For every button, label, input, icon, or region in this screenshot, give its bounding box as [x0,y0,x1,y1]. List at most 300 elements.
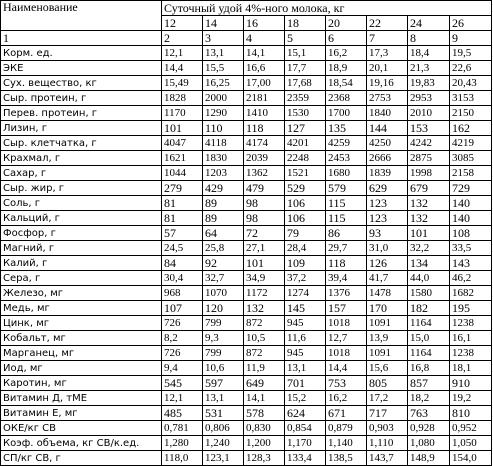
value-cell: 41,7 [367,271,408,286]
value-cell: 1164 [408,316,450,331]
header-row-group [1,1,492,16]
value-cell: 910 [450,376,492,391]
value-cell: 1203 [203,166,244,181]
value-cell: 1,050 [450,436,492,451]
value-cell: 799 [203,316,244,331]
value-cell: 0,781 [162,421,203,436]
value-cell: 118 [326,256,367,271]
table-row [1,391,492,406]
value-cell: 578 [244,406,285,421]
value-cell: 115 [326,196,367,211]
value-cell: 15,1 [285,46,326,61]
value-cell: 34,9 [244,271,285,286]
value-cell: 108 [450,226,492,241]
header-group-cell: Суточный удой 4%-ного молока, кг [162,1,492,16]
table-row [1,421,492,436]
value-cell: 579 [326,181,367,196]
value-cell: 2010 [408,106,450,121]
table-row [1,196,492,211]
value-cell: 0,830 [244,421,285,436]
row-name-cell: ЭКЕ [1,61,162,76]
value-cell: 799 [203,346,244,361]
value-cell: 9,4 [162,361,203,376]
value-cell: 110 [203,121,244,136]
table-row [1,121,492,136]
header-yield-cell: 16 [244,16,285,31]
value-cell: 753 [326,376,367,391]
header-index-cell: 7 [367,31,408,46]
value-cell: 2953 [408,91,450,106]
table-row [1,76,492,91]
value-cell: 2666 [367,151,408,166]
value-cell: 726 [162,346,203,361]
value-cell: 157 [326,301,367,316]
value-cell: 25,8 [203,241,244,256]
value-cell: 19,16 [367,76,408,91]
header-name-cell: Наименование [1,1,162,31]
value-cell: 0,903 [367,421,408,436]
value-cell: 17,7 [285,61,326,76]
value-cell: 15,0 [408,331,450,346]
value-cell: 1,080 [408,436,450,451]
value-cell: 1,170 [285,436,326,451]
value-cell: 1839 [367,166,408,181]
table-row [1,211,492,226]
header-yield-cell: 20 [326,16,367,31]
value-cell: 107 [162,301,203,316]
value-cell: 1164 [408,346,450,361]
row-name-cell: Цинк, мг [1,316,162,331]
value-cell: 22,6 [450,61,492,76]
header-yield-cell: 18 [285,16,326,31]
table-row [1,271,492,286]
header-yield-cell: 12 [162,16,203,31]
value-cell: 29,7 [326,241,367,256]
table-row [1,301,492,316]
value-cell: 128,3 [244,451,285,466]
value-cell: 162 [450,121,492,136]
value-cell: 132 [244,301,285,316]
value-cell: 4259 [326,136,367,151]
value-cell: 18,1 [450,361,492,376]
value-cell: 2753 [367,91,408,106]
value-cell: 154,0 [450,451,492,466]
value-cell: 4118 [203,136,244,151]
value-cell: 16,2 [326,391,367,406]
row-name-cell: Железо, мг [1,286,162,301]
value-cell: 132 [408,196,450,211]
value-cell: 1530 [285,106,326,121]
value-cell: 729 [450,181,492,196]
header-row-index [1,31,492,46]
header-index-cell: 6 [326,31,367,46]
value-cell: 17,2 [367,391,408,406]
row-name-cell: Сахар, г [1,166,162,181]
value-cell: 123 [367,211,408,226]
value-cell: 279 [162,181,203,196]
value-cell: 16,8 [408,361,450,376]
value-cell: 2039 [244,151,285,166]
value-cell: 14,1 [244,391,285,406]
value-cell: 20,43 [450,76,492,91]
value-cell: 763 [408,406,450,421]
value-cell: 109 [285,256,326,271]
value-cell: 0,928 [408,421,450,436]
value-cell: 30,4 [162,271,203,286]
value-cell: 1044 [162,166,203,181]
value-cell: 10,5 [244,331,285,346]
value-cell: 1998 [408,166,450,181]
value-cell: 127 [285,121,326,136]
header-index-cell: 9 [450,31,492,46]
value-cell: 140 [450,196,492,211]
value-cell: 629 [367,181,408,196]
value-cell: 17,00 [244,76,285,91]
row-name-cell: Иод, мг [1,361,162,376]
value-cell: 148,9 [408,451,450,466]
value-cell: 2453 [326,151,367,166]
value-cell: 624 [285,406,326,421]
value-cell: 16,2 [326,46,367,61]
value-cell: 182 [408,301,450,316]
row-name-cell: Сыр. жир, г [1,181,162,196]
value-cell: 170 [367,301,408,316]
row-name-cell: Калий, г [1,256,162,271]
value-cell: 57 [162,226,203,241]
value-cell: 18,2 [408,391,450,406]
value-cell: 10,6 [203,361,244,376]
value-cell: 79 [285,226,326,241]
value-cell: 717 [367,406,408,421]
value-cell: 15,5 [203,61,244,76]
value-cell: 135 [326,121,367,136]
value-cell: 33,5 [450,241,492,256]
value-cell: 11,9 [244,361,285,376]
value-cell: 545 [162,376,203,391]
value-cell: 1376 [326,286,367,301]
value-cell: 2875 [408,151,450,166]
row-name-cell: Крахмал, г [1,151,162,166]
value-cell: 153 [408,121,450,136]
row-name-cell: Соль, г [1,196,162,211]
table-row [1,106,492,121]
value-cell: 98 [244,196,285,211]
header-index-cell: 5 [285,31,326,46]
value-cell: 0,806 [203,421,244,436]
value-cell: 32,7 [203,271,244,286]
value-cell: 17,68 [285,76,326,91]
value-cell: 805 [367,376,408,391]
value-cell: 84 [162,256,203,271]
value-cell: 1170 [162,106,203,121]
value-cell: 13,1 [203,46,244,61]
table-row [1,91,492,106]
value-cell: 11,6 [285,331,326,346]
row-name-cell: СП/кг СВ, г [1,451,162,466]
table-row [1,406,492,421]
value-cell: 18,4 [408,46,450,61]
value-cell: 2150 [450,106,492,121]
row-name-cell: Корм. ед. [1,46,162,61]
value-cell: 2158 [450,166,492,181]
table-row [1,256,492,271]
value-cell: 2000 [203,91,244,106]
value-cell: 101 [244,256,285,271]
value-cell: 1290 [203,106,244,121]
value-cell: 857 [408,376,450,391]
value-cell: 14,4 [326,361,367,376]
value-cell: 4174 [244,136,285,151]
value-cell: 18,9 [326,61,367,76]
table-row [1,316,492,331]
value-cell: 1478 [367,286,408,301]
value-cell: 101 [162,121,203,136]
value-cell: 89 [203,196,244,211]
value-cell: 14,1 [244,46,285,61]
row-name-cell: Кальций, г [1,211,162,226]
value-cell: 1018 [326,346,367,361]
value-cell: 143 [450,256,492,271]
value-cell: 1410 [244,106,285,121]
value-cell: 15,2 [285,391,326,406]
table-row [1,436,492,451]
table-row [1,166,492,181]
value-cell: 0,952 [450,421,492,436]
value-cell: 115 [326,211,367,226]
row-name-cell: Кобальт, мг [1,331,162,346]
table-row [1,226,492,241]
value-cell: 28,4 [285,241,326,256]
value-cell: 2368 [326,91,367,106]
value-cell: 0,854 [285,421,326,436]
value-cell: 679 [408,181,450,196]
value-cell: 20,1 [367,61,408,76]
header-index-cell: 8 [408,31,450,46]
row-name-cell: Сух. вещество, кг [1,76,162,91]
value-cell: 9,3 [203,331,244,346]
header-index-cell: 3 [203,31,244,46]
value-cell: 72 [244,226,285,241]
value-cell: 1521 [285,166,326,181]
table-row [1,151,492,166]
row-name-cell: Коэф. объема, кг СВ/к.ед. [1,436,162,451]
value-cell: 17,3 [367,46,408,61]
value-cell: 701 [285,376,326,391]
value-cell: 44,0 [408,271,450,286]
value-cell: 4201 [285,136,326,151]
value-cell: 4047 [162,136,203,151]
value-cell: 81 [162,211,203,226]
value-cell: 1,140 [326,436,367,451]
value-cell: 531 [203,406,244,421]
value-cell: 15,6 [367,361,408,376]
value-cell: 945 [285,346,326,361]
value-cell: 1700 [326,106,367,121]
value-cell: 4250 [367,136,408,151]
value-cell: 126 [367,256,408,271]
value-cell: 1,110 [367,436,408,451]
row-name-cell: Витамин Д, тМЕ [1,391,162,406]
value-cell: 32,2 [408,241,450,256]
header-index-cell: 4 [244,31,285,46]
value-cell: 429 [203,181,244,196]
value-cell: 106 [285,196,326,211]
value-cell: 138,5 [326,451,367,466]
header-yield-cell: 14 [203,16,244,31]
value-cell: 24,5 [162,241,203,256]
value-cell: 98 [244,211,285,226]
value-cell: 16,25 [203,76,244,91]
row-name-cell: Фосфор, г [1,226,162,241]
header-index-cell: 1 [1,31,162,46]
row-name-cell: Медь, мг [1,301,162,316]
value-cell: 4242 [408,136,450,151]
value-cell: 2359 [285,91,326,106]
value-cell: 13,1 [285,361,326,376]
value-cell: 12,7 [326,331,367,346]
value-cell: 145 [285,301,326,316]
value-cell: 1682 [450,286,492,301]
value-cell: 86 [326,226,367,241]
row-name-cell: Марганец, мг [1,346,162,361]
table-row [1,361,492,376]
value-cell: 15,49 [162,76,203,91]
value-cell: 106 [285,211,326,226]
value-cell: 1680 [326,166,367,181]
value-cell: 27,1 [244,241,285,256]
table-row [1,376,492,391]
table-row [1,61,492,76]
value-cell: 1274 [285,286,326,301]
table-row [1,181,492,196]
value-cell: 18,54 [326,76,367,91]
value-cell: 810 [450,406,492,421]
value-cell: 968 [162,286,203,301]
row-name-cell: Магний, г [1,241,162,256]
table-row [1,331,492,346]
value-cell: 1,240 [203,436,244,451]
value-cell: 16,1 [450,331,492,346]
value-cell: 945 [285,316,326,331]
value-cell: 93 [367,226,408,241]
value-cell: 1172 [244,286,285,301]
value-cell: 2181 [244,91,285,106]
value-cell: 726 [162,316,203,331]
value-cell: 19,2 [450,391,492,406]
value-cell: 132 [408,211,450,226]
value-cell: 0,879 [326,421,367,436]
value-cell: 46,2 [450,271,492,286]
table-row [1,286,492,301]
value-cell: 485 [162,406,203,421]
table-row [1,451,492,466]
value-cell: 1840 [367,106,408,121]
value-cell: 872 [244,346,285,361]
value-cell: 1830 [203,151,244,166]
value-cell: 37,2 [285,271,326,286]
value-cell: 14,4 [162,61,203,76]
value-cell: 4219 [450,136,492,151]
value-cell: 118,0 [162,451,203,466]
row-name-cell: Витамин Е, мг [1,406,162,421]
value-cell: 3153 [450,91,492,106]
header-yield-cell: 26 [450,16,492,31]
value-cell: 144 [367,121,408,136]
table-row [1,136,492,151]
value-cell: 140 [450,211,492,226]
header-index-cell: 2 [162,31,203,46]
value-cell: 2248 [285,151,326,166]
table-row [1,46,492,61]
value-cell: 3085 [450,151,492,166]
value-cell: 1238 [450,316,492,331]
row-name-cell: Сыр. клетчатка, г [1,136,162,151]
value-cell: 19,83 [408,76,450,91]
value-cell: 16,6 [244,61,285,76]
row-name-cell: Сера, г [1,271,162,286]
value-cell: 479 [244,181,285,196]
value-cell: 101 [408,226,450,241]
value-cell: 872 [244,316,285,331]
value-cell: 1362 [244,166,285,181]
value-cell: 12,1 [162,46,203,61]
row-name-cell: Перев. протеин, г [1,106,162,121]
value-cell: 1070 [203,286,244,301]
value-cell: 13,9 [367,331,408,346]
value-cell: 123 [367,196,408,211]
table-row [1,346,492,361]
row-name-cell: ОКЕ/кг СВ [1,421,162,436]
value-cell: 1,200 [244,436,285,451]
value-cell: 31,0 [367,241,408,256]
value-cell: 671 [326,406,367,421]
value-cell: 8,2 [162,331,203,346]
value-cell: 39,4 [326,271,367,286]
header-yield-cell: 24 [408,16,450,31]
header-yield-cell: 22 [367,16,408,31]
row-name-cell: Каротин, мг [1,376,162,391]
value-cell: 1828 [162,91,203,106]
value-cell: 1,280 [162,436,203,451]
value-cell: 649 [244,376,285,391]
value-cell: 21,3 [408,61,450,76]
value-cell: 1580 [408,286,450,301]
value-cell: 195 [450,301,492,316]
value-cell: 134 [408,256,450,271]
row-name-cell: Сыр. протеин, г [1,91,162,106]
value-cell: 133,4 [285,451,326,466]
value-cell: 81 [162,196,203,211]
value-cell: 118 [244,121,285,136]
value-cell: 92 [203,256,244,271]
value-cell: 12,1 [162,391,203,406]
value-cell: 1621 [162,151,203,166]
value-cell: 123,1 [203,451,244,466]
row-name-cell: Лизин, г [1,121,162,136]
value-cell: 597 [203,376,244,391]
value-cell: 120 [203,301,244,316]
table-row [1,241,492,256]
value-cell: 19,5 [450,46,492,61]
value-cell: 89 [203,211,244,226]
value-cell: 1238 [450,346,492,361]
value-cell: 1018 [326,316,367,331]
value-cell: 1091 [367,316,408,331]
value-cell: 13,1 [203,391,244,406]
value-cell: 64 [203,226,244,241]
value-cell: 143,7 [367,451,408,466]
value-cell: 1091 [367,346,408,361]
